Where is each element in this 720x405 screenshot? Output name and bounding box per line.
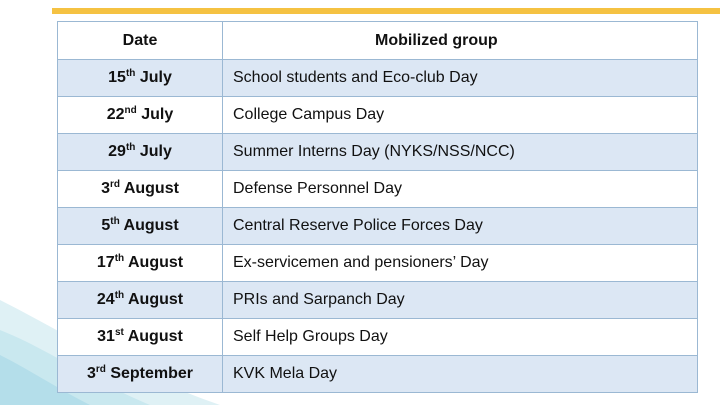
date-cell — [58, 171, 223, 208]
table-row — [58, 97, 698, 134]
date-day: 3 — [101, 180, 110, 197]
date-ordinal-suffix: nd — [124, 105, 137, 116]
mobilized-group-cell: Summer Interns Day (NYKS/NSS/NCC) — [223, 134, 698, 171]
date-day: 3 — [86, 365, 96, 382]
date-cell — [58, 245, 223, 282]
date-cell — [58, 208, 223, 245]
date-ordinal-suffix: th — [110, 216, 120, 227]
date-ordinal-suffix: st — [114, 327, 124, 338]
date-month: July — [141, 106, 174, 123]
mobilized-group-cell: PRIs and Sarpanch Day — [223, 282, 698, 319]
date-month: July — [139, 143, 172, 160]
mobilized-group-cell: Self Help Groups Day — [223, 319, 698, 356]
table-row — [58, 208, 698, 245]
date-day: 29 — [108, 143, 126, 160]
date-cell — [58, 60, 223, 97]
date-ordinal-suffix: th — [114, 290, 125, 301]
date-day: 15 — [108, 69, 126, 86]
date-month: August — [123, 217, 179, 234]
date-cell — [58, 319, 223, 356]
date-day: 31 — [97, 328, 115, 345]
mobilized-group-cell: College Campus Day — [223, 97, 698, 134]
mobilized-group-cell: Ex-servicemen and pensioners’ Day — [223, 245, 698, 282]
date-ordinal-suffix: rd — [95, 364, 106, 375]
schedule-table-container — [57, 21, 697, 393]
table-row — [58, 319, 698, 356]
table-row — [58, 356, 698, 393]
header-mobilized-group: Mobilized group — [223, 22, 698, 60]
date-ordinal-suffix: th — [114, 253, 125, 264]
date-cell — [58, 97, 223, 134]
table-row — [58, 171, 698, 208]
header-date: Date — [58, 22, 223, 60]
date-day: 22 — [106, 106, 125, 123]
date-month: August — [127, 328, 183, 345]
date-ordinal-suffix: rd — [109, 179, 120, 190]
date-month: July — [139, 69, 172, 86]
schedule-table — [57, 21, 698, 393]
mobilized-group-cell: School students and Eco-club Day — [223, 60, 698, 97]
top-accent-bar — [52, 8, 720, 14]
date-cell — [58, 282, 223, 319]
table-row — [58, 60, 698, 97]
date-ordinal-suffix: th — [125, 68, 136, 79]
mobilized-group-cell: KVK Mela Day — [223, 356, 698, 393]
table-row — [58, 134, 698, 171]
date-ordinal-suffix: th — [125, 142, 136, 153]
mobilized-group-cell: Central Reserve Police Forces Day — [223, 208, 698, 245]
date-month: August — [128, 254, 184, 271]
mobilized-group-cell: Defense Personnel Day — [223, 171, 698, 208]
table-row — [58, 282, 698, 319]
date-month: August — [123, 180, 179, 197]
date-day: 17 — [96, 254, 115, 271]
date-month: August — [128, 291, 184, 308]
table-row — [58, 245, 698, 282]
date-day: 24 — [96, 291, 115, 308]
date-cell — [58, 134, 223, 171]
date-cell — [58, 356, 223, 393]
date-month: September — [110, 365, 194, 382]
date-day: 5 — [101, 217, 111, 234]
table-header-row — [58, 22, 698, 60]
